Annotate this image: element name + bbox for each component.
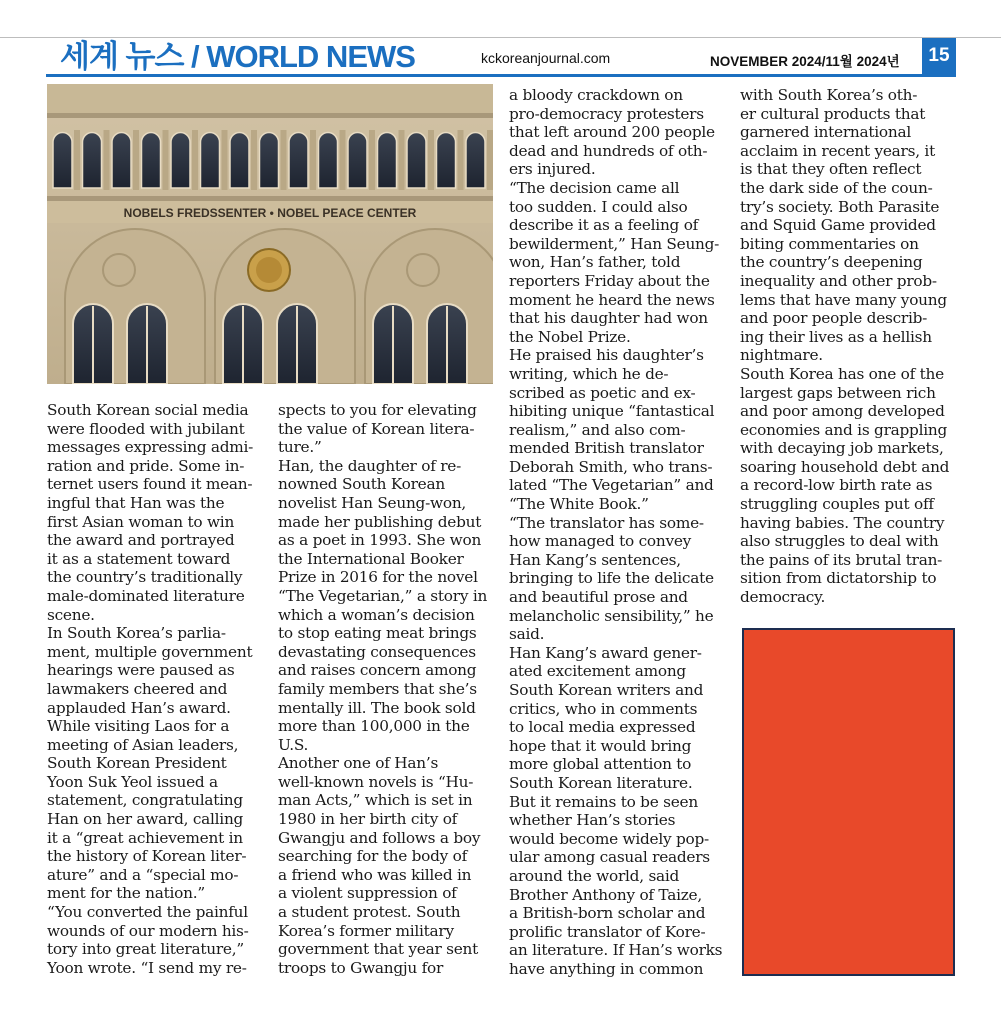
text-line: is that they often reflect [740, 160, 922, 179]
text-line: Prize in 2016 for the novel [278, 568, 478, 587]
text-line: ular among casual readers [509, 848, 710, 867]
text-line: lems that have many young [740, 290, 947, 309]
text-line: around the world, said [509, 866, 680, 885]
text-line: Another one of Han’s [278, 754, 439, 773]
text-line: messages expressing admi- [47, 438, 254, 457]
sign-text: NOBELS FREDSSENTER • NOBEL PEACE CENTER [123, 206, 417, 220]
text-line: well-known novels is “Hu- [278, 772, 474, 791]
text-line: critics, who in comments [509, 699, 698, 718]
text-line: wounds of our modern his- [47, 921, 249, 940]
text-line: South Korea has one of the [740, 364, 944, 383]
text-line: bringing to life the delicate [509, 569, 714, 588]
text-line: mentally ill. The book sold [278, 698, 476, 717]
text-line: soaring household debt and [740, 457, 950, 476]
text-line: as a poet in 1993. She won [278, 531, 482, 550]
text-line: But it remains to be seen [509, 792, 698, 811]
text-line: prolific translator of Kore- [509, 922, 706, 941]
text-line: U.S. [278, 735, 309, 754]
article-column-1 [47, 401, 253, 977]
text-line: largest gaps between rich [740, 383, 936, 402]
issue-date: NOVEMBER 2024/11월 2024년 [710, 54, 900, 69]
text-line: Han, the daughter of re- [278, 456, 462, 475]
ledge [47, 196, 493, 201]
text-line: ated excitement among [509, 662, 686, 681]
text-line: a student protest. South [278, 903, 461, 922]
text-line: er cultural products that [740, 104, 926, 123]
article-column-3 [509, 86, 722, 979]
text-line: a violent suppression of [278, 884, 457, 903]
text-line: novelist Han Seung-won, [278, 493, 467, 512]
article-column-4 [740, 86, 949, 607]
section-title: 세계 뉴스 / WORLD NEWS [60, 39, 415, 74]
text-line: that his daughter had won [509, 309, 708, 328]
text-line: describe it as a feeling of [509, 216, 699, 235]
text-line: ers injured. [509, 160, 596, 179]
text-line: nowned South Korean [278, 475, 445, 494]
text-line: mended British translator [509, 439, 704, 458]
text-line: meeting of Asian leaders, [47, 735, 239, 754]
text-line: government that year sent [278, 940, 479, 959]
text-line: ment, multiple government [47, 642, 253, 661]
text-line: tory into great literature,” [47, 940, 244, 959]
text-line: hearings were paused as [47, 661, 235, 680]
text-line: pro-democracy protesters [509, 104, 704, 123]
text-line: sition from dictatorship to [740, 569, 937, 588]
text-line: won, Han’s father, told [509, 253, 681, 272]
text-line: and poor people describ- [740, 309, 928, 328]
text-line: the Nobel Prize. [509, 327, 631, 346]
masthead [46, 38, 956, 74]
nobel-peace-center-photo [47, 84, 493, 384]
text-line: “The translator has some- [509, 513, 704, 532]
text-line: the country’s deepening [740, 253, 923, 272]
text-line: with South Korea’s oth- [740, 86, 918, 104]
text-line: more global attention to [509, 755, 692, 774]
text-line: melancholic sensibility,” he [509, 606, 714, 625]
text-line: would become widely pop- [509, 829, 709, 848]
text-line: South Korean writers and [509, 681, 704, 699]
text-line: devastating consequences [278, 642, 476, 661]
text-line: democracy. [740, 588, 826, 607]
text-line: inequality and other prob- [740, 271, 937, 290]
text-line: spects to you for elevating [278, 401, 477, 419]
text-line: the pains of its brutal tran- [740, 550, 943, 569]
text-line: ture.” [278, 438, 322, 457]
text-line: the International Booker [278, 549, 464, 568]
text-line: also struggles to deal with [740, 532, 939, 551]
text-line: biting commentaries on [740, 234, 919, 253]
text-line: South Korean President [47, 754, 227, 773]
medallion-inner [256, 257, 282, 283]
text-line: dead and hundreds of oth- [509, 141, 708, 160]
text-line: Brother Anthony of Taize, [509, 885, 702, 904]
text-line: and Squid Game provided [740, 216, 936, 235]
text-line: statement, congratulating [47, 791, 243, 810]
text-line: that left around 200 people [509, 123, 715, 142]
text-line: realism,” and also com- [509, 420, 686, 439]
text-line: hope that it would bring [509, 736, 692, 755]
text-line: a friend who was killed in [278, 865, 472, 884]
text-line: While visiting Laos for a [47, 717, 230, 736]
text-line: Han Kang’s award gener- [509, 643, 702, 662]
article-column-2 [278, 401, 487, 977]
text-line: it as a statement toward [47, 549, 231, 568]
text-line: South Korean social media [47, 401, 249, 419]
text-line: having babies. The country [740, 513, 945, 532]
page-number: 15 [922, 38, 956, 74]
text-line: lawmakers cheered and [47, 679, 228, 698]
text-line: applauded Han’s award. [47, 698, 231, 717]
text-line: the history of Korean liter- [47, 847, 247, 866]
text-line: the country’s traditionally [47, 568, 243, 587]
text-line: ment for the nation.” [47, 884, 205, 903]
text-line: have anything in common [509, 959, 704, 978]
text-line: reporters Friday about the [509, 271, 710, 290]
text-line: first Asian woman to win [47, 512, 235, 531]
text-line: the dark side of the coun- [740, 178, 933, 197]
text-line: which a woman’s decision [278, 605, 475, 624]
text-line: made her publishing debut [278, 512, 482, 531]
text-line: more than 100,000 in the [278, 717, 470, 736]
text-line: Deborah Smith, who trans- [509, 457, 713, 476]
text-line: and beautiful prose and [509, 588, 688, 607]
text-line: ternet users found it mean- [47, 475, 253, 494]
advertisement-box [742, 628, 955, 976]
text-line: Korea’s former military [278, 921, 454, 940]
text-line: an literature. If Han’s works [509, 941, 723, 960]
text-line: writing, which he de- [509, 364, 669, 383]
text-line: scene. [47, 605, 95, 624]
text-line: nightmare. [740, 346, 823, 365]
text-line: moment he heard the news [509, 290, 715, 309]
text-line: economies and is grappling [740, 420, 948, 439]
text-line: how managed to convey [509, 532, 692, 551]
text-line: lated “The Vegetarian” and [509, 476, 714, 495]
text-line: Yoon wrote. “I send my re- [47, 958, 247, 977]
text-line: “The decision came all [509, 178, 680, 197]
text-line: searching for the body of [278, 847, 468, 866]
cornice [47, 84, 493, 114]
text-line: a record-low birth rate as [740, 476, 933, 495]
text-line: acclaim in recent years, it [740, 141, 935, 160]
text-line: Gwangju and follows a boy [278, 828, 481, 847]
text-line: bewilderment,” Han Seung- [509, 234, 720, 253]
text-line: struggling couples put off [740, 495, 934, 514]
text-line: male-dominated literature [47, 586, 245, 605]
text-line: and raises concern among [278, 661, 477, 680]
text-line: He praised his daughter’s [509, 346, 704, 365]
masthead-rule [46, 74, 956, 77]
text-line: to stop eating meat brings [278, 624, 477, 643]
website-url: kckoreanjournal.com [481, 50, 611, 66]
text-line: ature” and a “special mo- [47, 865, 239, 884]
text-line: a British-born scholar and [509, 904, 706, 923]
text-line: ingful that Han was the [47, 493, 225, 512]
text-line: said. [509, 625, 545, 644]
text-line: it a “great achievement in [47, 828, 243, 847]
text-line: ing their lives as a hellish [740, 327, 932, 346]
text-line: garnered international [740, 123, 911, 142]
text-line: “You converted the painful [47, 903, 248, 922]
text-line: too sudden. I could also [509, 197, 688, 216]
text-line: In South Korea’s parlia- [47, 624, 226, 643]
text-line: scribed as poetic and ex- [509, 383, 696, 402]
text-line: Han Kang’s sentences, [509, 550, 681, 569]
text-line: man Acts,” which is set in [278, 791, 473, 810]
text-line: the award and portrayed [47, 531, 235, 550]
text-line: Han on her award, calling [47, 810, 244, 829]
text-line: family members that she’s [278, 679, 477, 698]
text-line: 1980 in her birth city of [278, 810, 458, 829]
text-line: ration and pride. Some in- [47, 456, 245, 475]
text-line: whether Han’s stories [509, 811, 676, 830]
text-line: a bloody crackdown on [509, 86, 683, 104]
text-line: South Korean literature. [509, 773, 693, 792]
text-line: with decaying job markets, [740, 439, 944, 458]
text-line: troops to Gwangju for [278, 958, 444, 977]
text-line: and poor among developed [740, 402, 945, 421]
text-line: to local media expressed [509, 718, 696, 737]
text-line: were flooded with jubilant [47, 419, 245, 438]
text-line: try’s society. Both Parasite [740, 197, 940, 216]
text-line: “The Vegetarian,” a story in [278, 586, 488, 605]
cornice-line [47, 113, 493, 118]
text-line: Yoon Suk Yeol issued a [47, 772, 218, 791]
text-line: “The White Book.” [509, 495, 649, 514]
text-line: hibiting unique “fantastical [509, 402, 715, 421]
text-line: the value of Korean litera- [278, 419, 475, 438]
